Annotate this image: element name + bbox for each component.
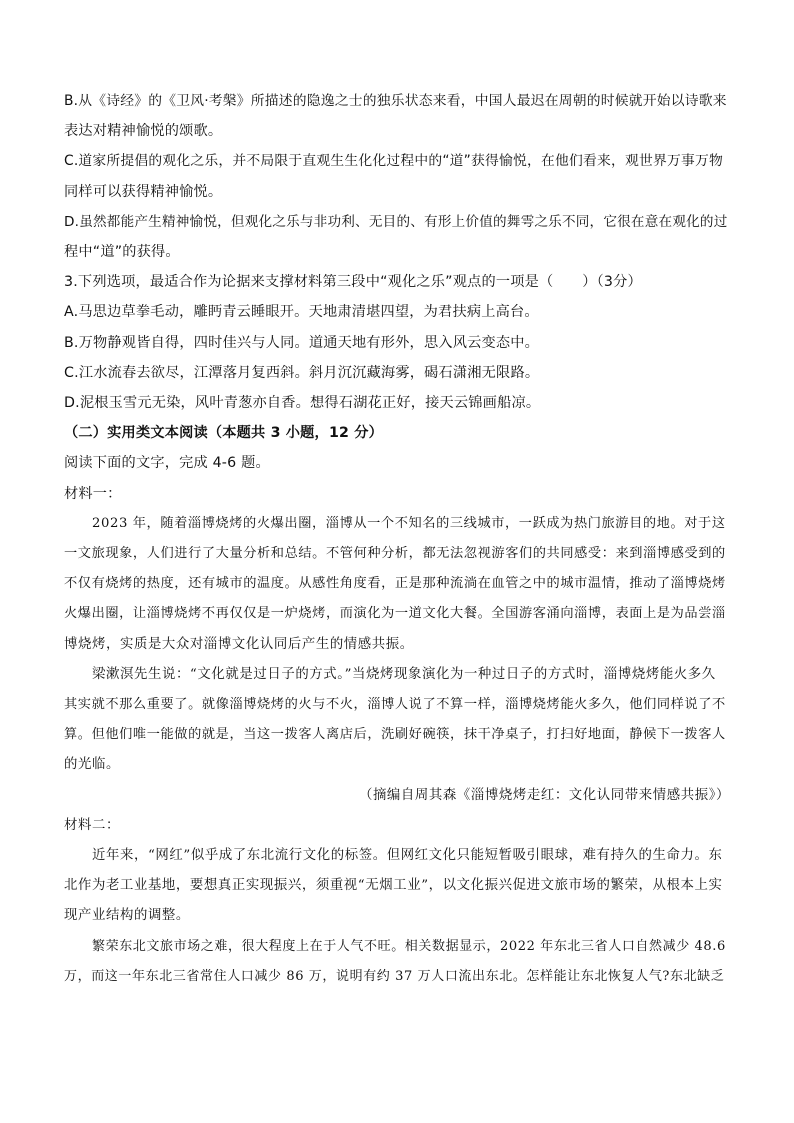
question-3-stem: 3.下列选项，最适合作为论据来支撑材料第三段中“观化之乐”观点的一项是（ ）（3分）	[64, 274, 642, 291]
question-3-option-b: B.万物静观皆自得，四时佳兴与人同。道通天地有形外，思入风云变态中。	[64, 334, 540, 351]
section-heading: （二）实用类文本阅读（本题共 3 小题，12 分）	[64, 425, 383, 442]
question-3-option-d: D.泥根玉雪元无染，风叶青葱亦自香。想得石湖花正好，接天云锦画船凉。	[64, 395, 541, 412]
section-instruction: 阅读下面的文字，完成 4-6 题。	[64, 455, 270, 472]
option-c-line-1: C.道家所提倡的观化之乐，并不局限于直观生生化化过程中的“道”获得愉悦，在他们看来，观世界万事万物	[64, 153, 723, 170]
material-2-label: 材料二：	[64, 817, 120, 833]
material-1-paragraph-1-line-3: 不仅有烧烤的热度，还有城市的温度。从感性角度看，正是那种流淌在血管之中的城市温情，推动了淄博烧烤	[64, 576, 726, 592]
material-1-paragraph-1-line-5: 博烧烤，实质是大众对淄博文化认同后产生的情感共振。	[64, 636, 414, 652]
material-1-source: （摘编自周其森《淄博烧烤走红：文化认同带来情感共振》）	[358, 787, 730, 803]
material-1-paragraph-1-line-1: 2023 年，随着淄博烧烤的火爆出圈，淄博从一个不知名的三线城市，一跃成为热门旅游目的地。对于这	[92, 515, 726, 531]
material-1-paragraph-2-line-4: 的光临。	[64, 757, 120, 773]
option-d-line-2: 程中“道”的获得。	[64, 244, 180, 261]
question-3-option-c: C.江水流春去欲尽，江潭落月复西斜。斜月沉沉藏海雾，碣石潇湘无限路。	[64, 364, 540, 381]
material-2-paragraph-2-line-2: 万，而这一年东北三省常住人口减少 86 万，说明有约 37 万人口流出东北。怎样能让东北恢复人气?东北缺乏	[64, 968, 725, 984]
material-1-paragraph-2-line-2: 其实就不那么重要了。就像淄博烧烤的火与不火，淄博人说了不算一样，淄博烧烤能火多久，他们同样说了不	[64, 697, 726, 713]
document-body	[64, 86, 730, 992]
material-2-paragraph-1-line-2: 北作为老工业基地，要想真正实现振兴，须重视“无烟工业”，以文化振兴促进文旅市场的繁荣，从根本上实	[64, 878, 723, 894]
material-2-paragraph-1-line-1: 近年来，“网红”似乎成了东北流行文化的标签。但网红文化只能短暂吸引眼球，难有持久的生命力。东	[92, 848, 723, 864]
question-3-option-a: A.马思边草拳毛动，雕眄青云睡眼开。天地肃清堪四望，为君扶病上高台。	[64, 304, 539, 321]
option-b-line-2: 表达对精神愉悦的颂歌。	[64, 123, 223, 140]
material-2-paragraph-1-line-3: 现产业结构的调整。	[64, 908, 190, 924]
material-1-paragraph-2-line-1: 梁漱溟先生说：“文化就是过日子的方式。”当烧烤现象演化为一种过日子的方式时，淄博烧烤能火多久	[92, 666, 716, 682]
option-d-line-1: D.虽然都能产生精神愉悦，但观化之乐与非功利、无目的、有形上价值的舞雩之乐不同，它很在意在观化的过	[64, 213, 728, 230]
material-1-paragraph-1-line-4: 火爆出圈，让淄博烧烤不再仅仅是一炉烧烤，而演化为一道文化大餐。全国游客涌向淄博，表面上是为品尝淄	[64, 606, 726, 622]
material-1-label: 材料一：	[64, 485, 122, 502]
material-1-paragraph-1-line-2: 一文旅现象，人们进行了大量分析和总结。不管何种分析，都无法忽视游客们的共同感受：来到淄博感受到的	[64, 546, 726, 562]
option-c-line-2: 同样可以获得精神愉悦。	[64, 183, 223, 200]
material-1-paragraph-2-line-3: 算。但他们唯一能做的就是，当这一拨客人离店后，洗刷好碗筷，抹干净桌子，打扫好地面，静候下一拨客人	[64, 727, 726, 743]
material-2-paragraph-2-line-1: 繁荣东北文旅市场之难，很大程度上在于人气不旺。相关数据显示，2022 年东北三省人口自然减少 48.6	[92, 938, 726, 954]
option-b-line-1: B.从《诗经》的《卫风·考槃》所描述的隐逸之士的独乐状态来看，中国人最迟在周朝的时候就开始以诗歌来	[64, 93, 727, 109]
